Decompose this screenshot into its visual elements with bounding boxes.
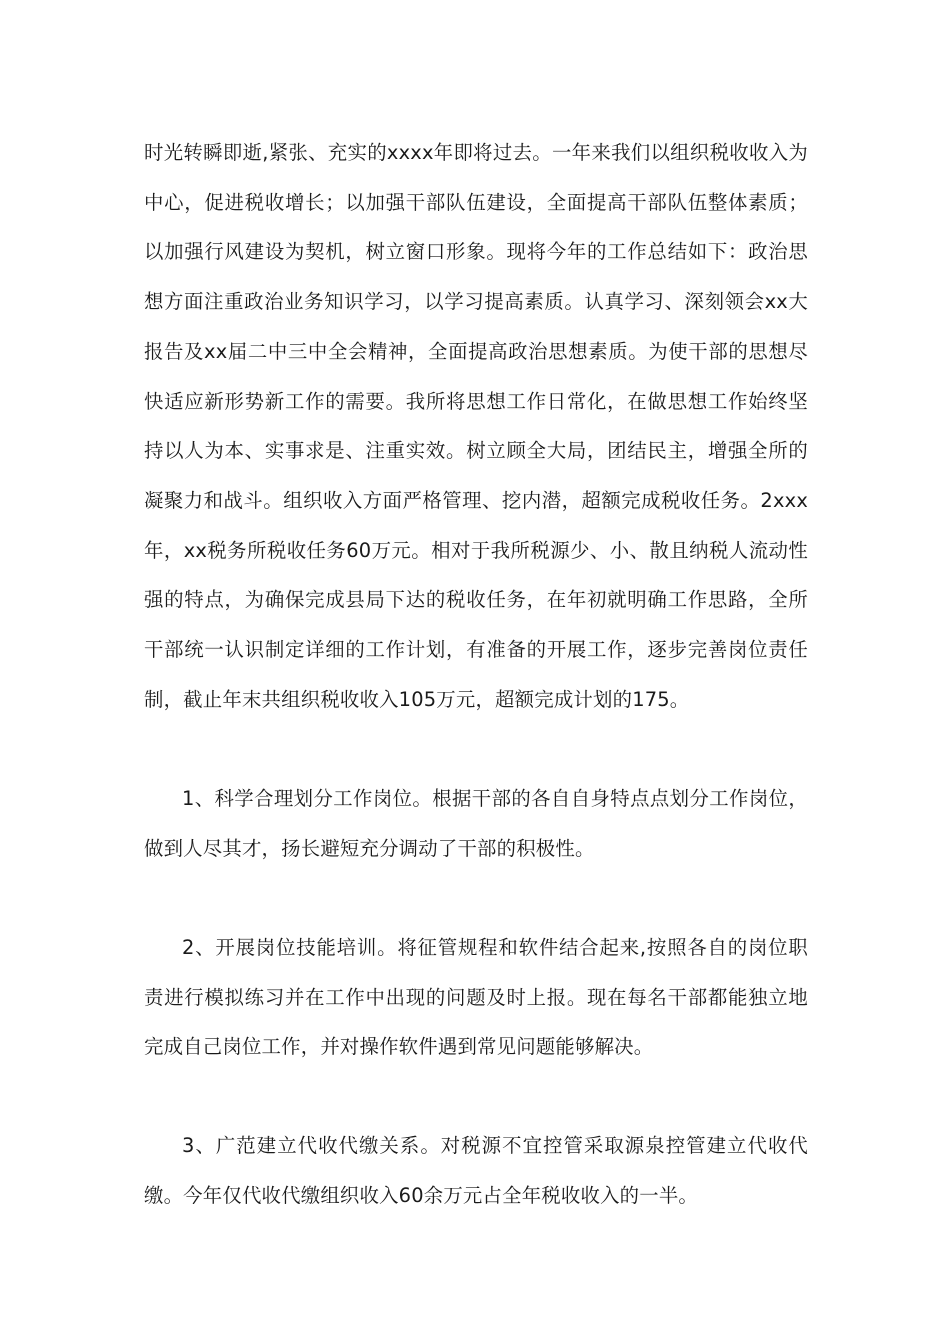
item-1-paragraph: 1、科学合理划分工作岗位。根据干部的各自自身特点点划分工作岗位，做到人尽其才，扬长避短充分调动了干部的积极性。 — [144, 786, 808, 860]
paragraph-spacer — [144, 724, 808, 774]
paragraph-spacer — [144, 1072, 808, 1122]
item-2-paragraph: 2、开展岗位技能培训。将征管规程和软件结合起来,按照各自的岗位职责进行模拟练习并在工作中出现的问题及时上报。现在每名干部都能独立地完成自己岗位工作，并对操作软件遇到常见问题能够解决。 — [144, 935, 808, 1059]
item-3-paragraph: 3、广范建立代收代缴关系。对税源不宜控管采取源泉控管建立代收代缴。今年仅代收代缴组织收入60余万元占全年税收收入的一半。 — [144, 1134, 808, 1208]
summary-paragraph: 时光转瞬即逝,紧张、充实的xxxx年即将过去。一年来我们以组织税收收入为中心，促进税收增长；以加强干部队伍建设，全面提高干部队伍整体素质；以加强行风建设为契机，树立窗口形象。现将今年的工作总结如下：政治思想方面注重政治业务知识学习，以学习提高素质。认真学习、深刻领会xx大报告及xx届二中三中全会精神，全面提高政治思想素质。为使干部的思想尽快适应新形势新工作的需要。我所将思想工作日常化，在做思想工作始终坚持以人为本、实事求是、注重实效。树立顾全大局，团结民主，增强全所的凝聚力和战斗。组织收入方面严格管理、挖内潜，超额完成税收任务。2xxx年，xx税务所税收任务60万元。相对于我所税源少、小、散且纳税人流动性强的特点，为确保完成县局下达的税收任务，在年初就明确工作思路，全所干部统一认识制定详细的工作计划，有准备的开展工作，逐步完善岗位责任制，截止年末共组织税收收入105万元，超额完成计划的175。 — [144, 141, 808, 711]
document-body — [144, 128, 808, 1221]
paragraph-spacer — [144, 873, 808, 923]
